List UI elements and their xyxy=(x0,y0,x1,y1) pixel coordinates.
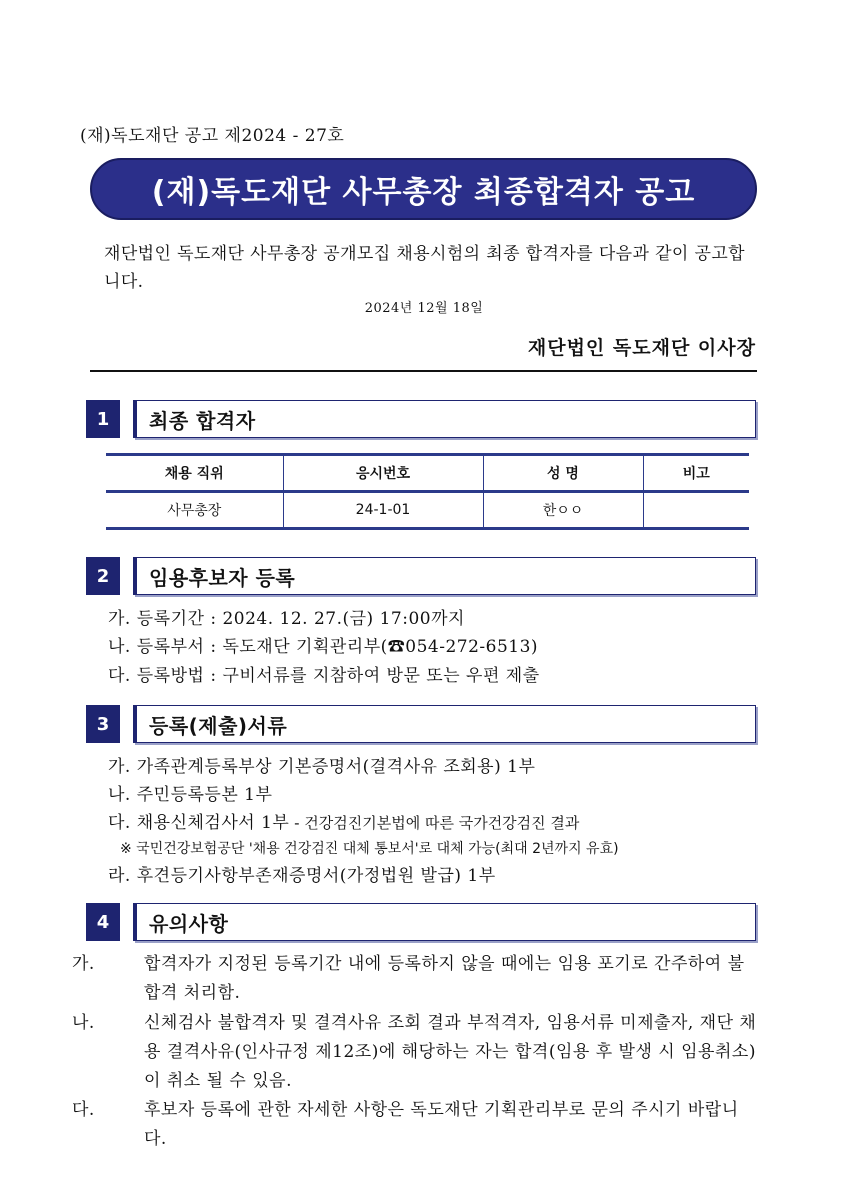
section-title-1: 최종 합격자 xyxy=(149,408,256,433)
table-header-row xyxy=(106,455,749,492)
section-number-2: 2 xyxy=(86,557,120,595)
header-name: 성 명 xyxy=(483,455,643,492)
header-exam-number: 응시번호 xyxy=(283,455,483,492)
header-position: 채용 직위 xyxy=(164,466,224,482)
document-a: 가. 가족관계등록부상 기본증명서(결격사유 조회용) 1부 xyxy=(108,757,536,777)
section-header-1 xyxy=(133,400,756,438)
section-title-3: 등록(제출)서류 xyxy=(149,713,288,738)
intro-text: 재단법인 독도재단 사무총장 공개모집 채용시험의 최종 합격자를 다음과 같이 공고합니다. xyxy=(104,244,746,292)
section-header-4 xyxy=(133,903,756,941)
divider xyxy=(90,370,757,372)
note-item-a xyxy=(72,950,758,1008)
registration-department: 나. 등록부서 : 독도재단 기획관리부(☎054-272-6513) xyxy=(108,637,539,657)
table-row xyxy=(106,492,749,529)
note-label-c: 다. xyxy=(72,1100,95,1120)
note-label-b: 나. xyxy=(72,1013,95,1033)
note-label-a: 가. xyxy=(72,954,95,974)
cell-position: 사무총장 xyxy=(167,503,222,519)
signer: 재단법인 독도재단 이사장 xyxy=(527,337,756,359)
cell-exam-number: 24-1-01 xyxy=(283,492,483,529)
document-c-sub: - 건강검진기본법에 따른 국가건강검진 결과 xyxy=(289,814,580,832)
header-remarks: 비고 xyxy=(643,455,749,492)
document-d: 라. 후견등기사항부존재증명서(가정법원 발급) 1부 xyxy=(108,866,496,886)
section-header-3 xyxy=(133,705,756,743)
section-title-4: 유의사항 xyxy=(149,911,229,936)
result-table xyxy=(106,453,749,530)
note-text-a: 합격자가 지정된 등록기간 내에 등록하지 않을 때에는 임용 포기로 간주하여 불합격 처리함. xyxy=(144,954,745,1003)
section-number-4: 4 xyxy=(86,903,120,941)
note-item-b xyxy=(72,1009,758,1096)
section-number-1: 1 xyxy=(86,400,120,438)
note-text-c: 후보자 등록에 관한 자세한 사항은 독도재단 기획관리부로 문의 주시기 바랍니다. xyxy=(144,1100,739,1149)
page-title: (재)독도재단 사무총장 최종합격자 공고 xyxy=(151,175,696,210)
document-note: ※ 국민건강보험공단 '채용 건강검진 대체 통보서'로 대체 가능(최대 2년까지 유효) xyxy=(120,841,619,857)
cell-remarks xyxy=(643,492,749,529)
registration-method: 다. 등록방법 : 구비서류를 지참하여 방문 또는 우편 제출 xyxy=(108,666,540,686)
section-title-2: 임용후보자 등록 xyxy=(149,565,296,590)
section-number-3: 3 xyxy=(86,705,120,743)
note-text-b: 신체검사 불합격자 및 결격사유 조회 결과 부적격자, 임용서류 미제출자, 재단 채용 결격사유(인사규정 제12조)에 해당하는 자는 합격(임용 후 발생 시 임용취소)이 취소 될 수 있음. xyxy=(144,1013,757,1091)
section-header-2 xyxy=(133,557,756,595)
cell-name: 한ㅇㅇ xyxy=(483,492,643,529)
registration-period: 가. 등록기간 : 2024. 12. 27.(금) 17:00까지 xyxy=(108,609,465,629)
title-banner xyxy=(90,158,757,220)
document-b: 나. 주민등록등본 1부 xyxy=(108,785,273,805)
notice-date: 2024년 12월 18일 xyxy=(364,301,484,316)
document-c xyxy=(108,808,579,833)
document-c-main: 다. 채용신체검사서 1부 xyxy=(108,813,290,833)
note-item-c xyxy=(72,1096,758,1154)
notice-number: (재)독도재단 공고 제2024 - 27호 xyxy=(80,126,345,146)
